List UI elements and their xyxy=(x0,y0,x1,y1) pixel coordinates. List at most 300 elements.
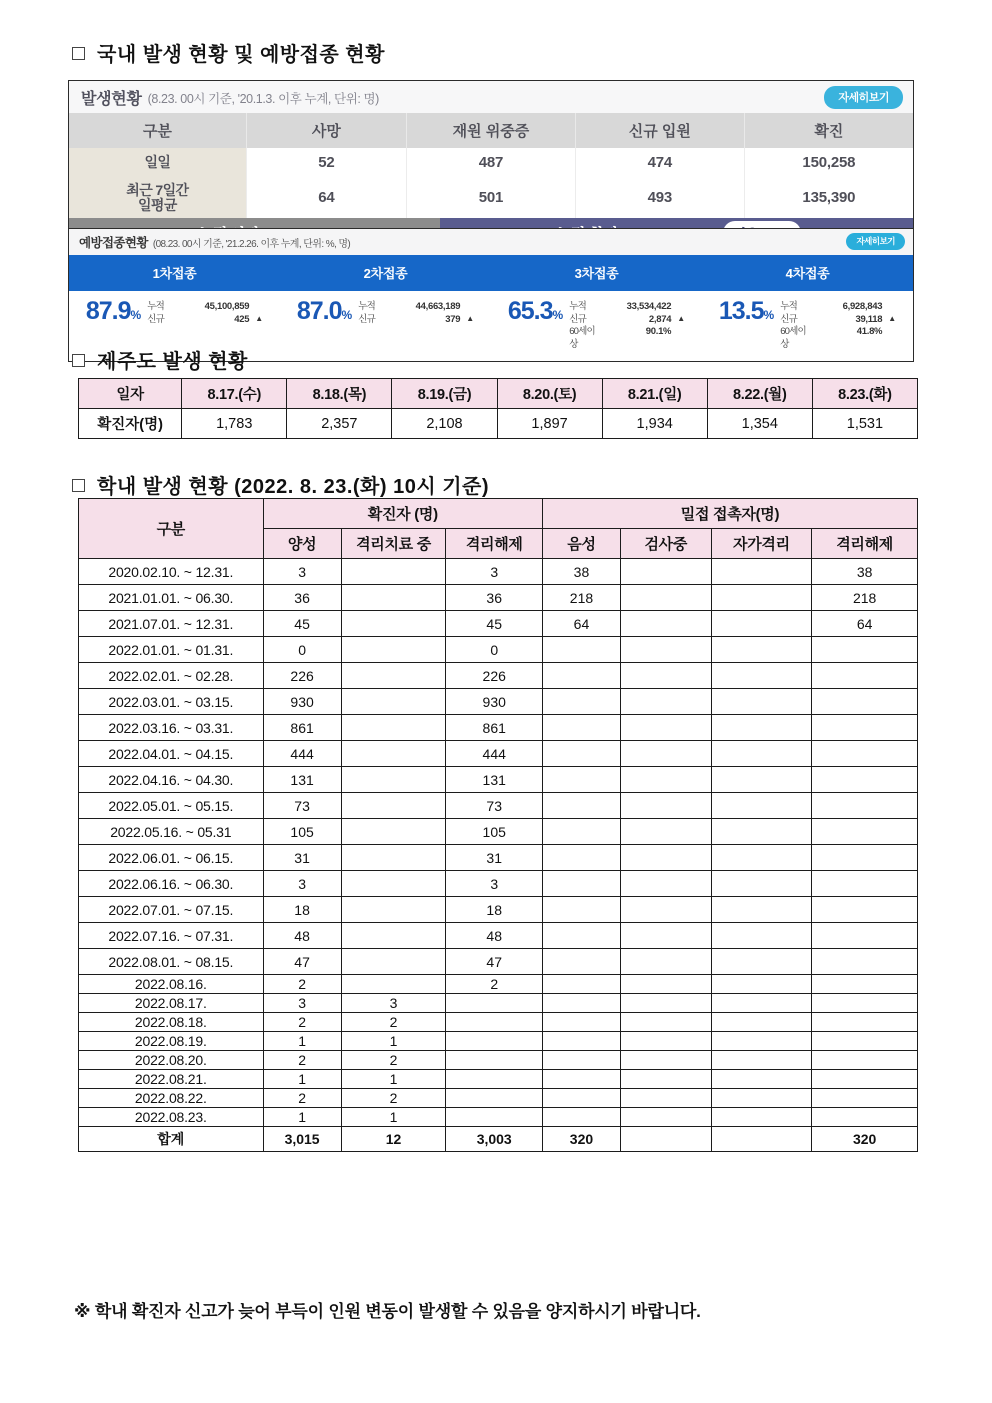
school-row-period: 2022.08.22. xyxy=(79,1089,264,1108)
school-cell-released-contact xyxy=(812,923,918,949)
school-cell-released-contact xyxy=(812,1108,918,1127)
dose-4-new-label: 신규 xyxy=(780,313,797,325)
school-row-period: 2022.07.16. ~ 07.31. xyxy=(79,923,264,949)
table-row xyxy=(79,949,918,975)
dose-4-percent-value: 13.5 xyxy=(718,297,764,325)
table-row xyxy=(79,845,918,871)
section-title-school: 학내 발생 현황 (2022. 8. 23.(화) 10시 기준) xyxy=(97,476,490,498)
school-cell-in-treatment: 3 xyxy=(341,994,446,1013)
school-cell-released-contact: 64 xyxy=(812,611,918,637)
table-row xyxy=(79,741,918,767)
school-cell-released-confirmed: 930 xyxy=(446,689,542,715)
checkbox-icon-jeju xyxy=(72,354,85,367)
vaccination-dose-4-label[interactable]: 4차접종 xyxy=(785,266,830,281)
school-cell-released-confirmed: 31 xyxy=(446,845,542,871)
school-cell-in-treatment xyxy=(341,559,446,585)
school-row-period: 2022.02.01. ~ 02.28. xyxy=(79,663,264,689)
school-cell-testing xyxy=(620,1089,711,1108)
school-cell-in-treatment xyxy=(341,923,446,949)
school-cell-self-quarantine xyxy=(711,819,812,845)
footnote: ※ 학내 확진자 신고가 늦어 부득이 인원 변동이 발생할 수 있음을 양지하시기 바랍니다. xyxy=(74,1302,701,1321)
school-cell-positive: 48 xyxy=(263,923,341,949)
school-cell-negative xyxy=(542,975,620,994)
school-cell-released-contact xyxy=(812,994,918,1013)
school-cell-testing xyxy=(620,845,711,871)
school-cell-released-contact: 38 xyxy=(812,559,918,585)
school-header-group-row xyxy=(79,499,918,529)
school-cell-positive: 36 xyxy=(263,585,341,611)
occurrence-daily-critical: 487 xyxy=(407,148,576,177)
school-cell-testing xyxy=(620,819,711,845)
dose-3-trend-icon: ▲ xyxy=(677,313,686,323)
school-total-positive: 3,015 xyxy=(263,1127,341,1152)
jeju-value-5: 1,354 xyxy=(707,409,812,439)
section-heading-school xyxy=(72,470,489,499)
school-cell-negative xyxy=(542,767,620,793)
school-cell-negative xyxy=(542,637,620,663)
school-cell-positive: 3 xyxy=(263,871,341,897)
vaccination-dose-tabs xyxy=(69,255,913,291)
vaccination-dose-2-stats xyxy=(280,299,491,352)
table-row xyxy=(79,819,918,845)
school-cell-released-confirmed: 2 xyxy=(446,975,542,994)
occurrence-more-button[interactable]: 자세히보기 xyxy=(824,86,903,109)
school-cell-positive: 131 xyxy=(263,767,341,793)
occurrence-table xyxy=(69,113,913,218)
school-table-body xyxy=(79,559,918,1127)
school-cell-self-quarantine xyxy=(711,897,812,923)
dose-4-cumulative-label: 누적 xyxy=(780,301,797,312)
occurrence-header-row xyxy=(69,113,913,148)
vaccination-dose-3-percent xyxy=(508,299,562,324)
dose-3-percent-unit: % xyxy=(552,308,563,322)
school-row-period: 2022.08.16. xyxy=(79,975,264,994)
school-cell-released-confirmed: 131 xyxy=(446,767,542,793)
school-col-category: 구분 xyxy=(79,499,264,559)
school-col-released-contact: 격리해제 xyxy=(812,529,918,559)
dose-4-over60-value: 41.8% xyxy=(856,326,883,338)
school-row-period: 2022.08.01. ~ 08.15. xyxy=(79,949,264,975)
school-cell-released-contact xyxy=(812,715,918,741)
school-cell-released-confirmed xyxy=(446,994,542,1013)
vaccination-more-button[interactable]: 자세히보기 xyxy=(846,233,905,250)
vaccination-dose-1-percent xyxy=(86,299,140,324)
school-cell-released-contact xyxy=(812,975,918,994)
occurrence-daily-death: 52 xyxy=(246,148,406,177)
school-cell-positive: 2 xyxy=(263,1051,341,1070)
school-row-period: 2022.05.16. ~ 05.31 xyxy=(79,819,264,845)
school-cell-in-treatment xyxy=(341,845,446,871)
school-cell-released-contact xyxy=(812,1070,918,1089)
school-cell-positive: 1 xyxy=(263,1070,341,1089)
table-row xyxy=(79,637,918,663)
school-cell-negative: 64 xyxy=(542,611,620,637)
school-cell-positive: 1 xyxy=(263,1032,341,1051)
jeju-value-4: 1,934 xyxy=(602,409,707,439)
school-cell-self-quarantine xyxy=(711,741,812,767)
school-cell-positive: 2 xyxy=(263,975,341,994)
school-cell-released-confirmed: 226 xyxy=(446,663,542,689)
school-total-testing xyxy=(620,1127,711,1152)
dose-4-new-value: 39,118 xyxy=(855,313,883,325)
school-cell-released-contact xyxy=(812,1032,918,1051)
occurrence-weekly-death: 64 xyxy=(246,177,406,218)
section-heading-domestic xyxy=(72,38,385,67)
school-cell-self-quarantine xyxy=(711,845,812,871)
school-cell-in-treatment xyxy=(341,897,446,923)
jeju-value-3: 1,897 xyxy=(497,409,602,439)
table-row xyxy=(79,1070,918,1089)
table-row xyxy=(79,871,918,897)
school-cell-testing xyxy=(620,559,711,585)
school-cell-negative xyxy=(542,1013,620,1032)
school-cell-negative xyxy=(542,994,620,1013)
dose-4-detail-rows xyxy=(780,299,896,352)
jeju-col-date-2: 8.19.(금) xyxy=(392,379,497,409)
school-cell-released-confirmed: 18 xyxy=(446,897,542,923)
dose-2-percent-value: 87.0 xyxy=(296,297,342,325)
school-cell-released-confirmed: 3 xyxy=(446,559,542,585)
school-cell-positive: 1 xyxy=(263,1108,341,1127)
occurrence-weekly-confirmed: 135,390 xyxy=(744,177,913,218)
school-status-table xyxy=(78,498,918,1152)
school-cell-negative xyxy=(542,741,620,767)
school-cell-released-confirmed: 0 xyxy=(446,637,542,663)
school-cell-in-treatment: 1 xyxy=(341,1108,446,1127)
weekly-avg-line1: 최근 7일간 xyxy=(126,182,189,198)
school-cell-self-quarantine xyxy=(711,1108,812,1127)
school-row-period: 2022.05.01. ~ 05.15. xyxy=(79,793,264,819)
school-cell-self-quarantine xyxy=(711,949,812,975)
school-col-negative: 음성 xyxy=(542,529,620,559)
table-row xyxy=(79,1108,918,1127)
table-row xyxy=(79,793,918,819)
school-cell-in-treatment xyxy=(341,715,446,741)
school-row-period: 2021.07.01. ~ 12.31. xyxy=(79,611,264,637)
occurrence-row-label-daily: 일일 xyxy=(69,148,246,177)
school-total-in-treatment: 12 xyxy=(341,1127,446,1152)
school-cell-released-contact xyxy=(812,741,918,767)
occurrence-title: 발생현황 xyxy=(81,91,142,108)
school-cell-negative xyxy=(542,923,620,949)
school-cell-released-contact xyxy=(812,897,918,923)
school-cell-testing xyxy=(620,923,711,949)
dose-3-new-label: 신규 xyxy=(569,313,586,325)
school-cell-released-confirmed: 45 xyxy=(446,611,542,637)
school-col-self-quarantine: 자가격리 xyxy=(711,529,812,559)
vaccination-dose-3-label[interactable]: 3차접종 xyxy=(574,266,619,281)
school-cell-released-confirmed: 861 xyxy=(446,715,542,741)
school-cell-released-confirmed xyxy=(446,1089,542,1108)
school-cell-released-confirmed: 3 xyxy=(446,871,542,897)
dose-2-percent-unit: % xyxy=(341,308,352,322)
school-cell-released-contact xyxy=(812,949,918,975)
table-row xyxy=(79,689,918,715)
occurrence-daily-confirmed: 150,258 xyxy=(744,148,913,177)
school-cell-negative xyxy=(542,663,620,689)
dose-2-cumulative-label: 누적 xyxy=(358,301,375,312)
table-row xyxy=(79,897,918,923)
school-cell-in-treatment: 2 xyxy=(341,1013,446,1032)
school-cell-negative xyxy=(542,1108,620,1127)
school-cell-released-contact xyxy=(812,637,918,663)
occurrence-weekly-critical: 501 xyxy=(407,177,576,218)
school-cell-released-contact xyxy=(812,689,918,715)
occurrence-row-label-weekly-avg xyxy=(69,177,246,218)
school-cell-released-confirmed: 73 xyxy=(446,793,542,819)
school-row-period: 2022.01.01. ~ 01.31. xyxy=(79,637,264,663)
school-cell-released-contact xyxy=(812,1089,918,1108)
table-row xyxy=(79,715,918,741)
school-cell-testing xyxy=(620,637,711,663)
vaccination-status-panel xyxy=(68,228,914,362)
jeju-col-date-1: 8.18.(목) xyxy=(287,379,392,409)
school-cell-positive: 18 xyxy=(263,897,341,923)
school-cell-negative xyxy=(542,1032,620,1051)
school-cell-negative xyxy=(542,949,620,975)
school-cell-self-quarantine xyxy=(711,715,812,741)
jeju-value-1: 2,357 xyxy=(287,409,392,439)
school-cell-positive: 930 xyxy=(263,689,341,715)
jeju-col-date-0: 8.17.(수) xyxy=(182,379,287,409)
school-cell-released-contact xyxy=(812,663,918,689)
occurrence-weekly-new-admission: 493 xyxy=(575,177,744,218)
school-cell-in-treatment xyxy=(341,663,446,689)
school-cell-testing xyxy=(620,689,711,715)
dose-1-new-label: 신규 xyxy=(147,313,164,325)
school-cell-in-treatment xyxy=(341,689,446,715)
school-cell-testing xyxy=(620,1051,711,1070)
school-cell-testing xyxy=(620,611,711,637)
school-cell-self-quarantine xyxy=(711,637,812,663)
school-total-row xyxy=(79,1127,918,1152)
dose-1-trend-icon: ▲ xyxy=(255,313,264,323)
dose-1-detail-rows xyxy=(147,299,263,326)
school-col-positive: 양성 xyxy=(263,529,341,559)
school-cell-positive: 861 xyxy=(263,715,341,741)
school-cell-self-quarantine xyxy=(711,585,812,611)
school-cell-in-treatment xyxy=(341,767,446,793)
school-cell-in-treatment: 2 xyxy=(341,1089,446,1108)
vaccination-dose-2-percent xyxy=(297,299,351,324)
jeju-value-2: 2,108 xyxy=(392,409,497,439)
table-row xyxy=(79,1032,918,1051)
dose-1-cumulative-value: 45,100,859 xyxy=(204,301,250,312)
dose-1-percent-unit: % xyxy=(130,308,141,322)
school-cell-testing xyxy=(620,897,711,923)
school-cell-in-treatment: 1 xyxy=(341,1070,446,1089)
school-row-period: 2022.08.21. xyxy=(79,1070,264,1089)
vaccination-dose-4-stats xyxy=(702,299,913,352)
school-cell-released-confirmed xyxy=(446,1108,542,1127)
school-group-contact: 밀접 접촉자(명) xyxy=(542,499,917,529)
jeju-col-date-3: 8.20.(토) xyxy=(497,379,602,409)
school-cell-released-confirmed: 36 xyxy=(446,585,542,611)
vaccination-dose-1-label[interactable]: 1차접종 xyxy=(152,266,197,281)
school-row-period: 2022.07.01. ~ 07.15. xyxy=(79,897,264,923)
school-cell-self-quarantine xyxy=(711,559,812,585)
school-row-period: 2022.04.01. ~ 04.15. xyxy=(79,741,264,767)
school-col-released-confirmed: 격리해제 xyxy=(446,529,542,559)
school-total-released-contact: 320 xyxy=(812,1127,918,1152)
occurrence-panel-header xyxy=(69,81,913,113)
school-cell-self-quarantine xyxy=(711,663,812,689)
school-cell-negative: 38 xyxy=(542,559,620,585)
school-cell-negative xyxy=(542,819,620,845)
table-row xyxy=(79,994,918,1013)
school-cell-in-treatment xyxy=(341,819,446,845)
dose-2-trend-icon: ▲ xyxy=(466,313,475,323)
dose-3-over60-label: 60세이상 xyxy=(569,326,595,350)
vaccination-dose-3-stats xyxy=(491,299,702,352)
school-cell-in-treatment xyxy=(341,871,446,897)
school-row-period: 2022.06.01. ~ 06.15. xyxy=(79,845,264,871)
school-cell-negative xyxy=(542,845,620,871)
dose-3-percent-value: 65.3 xyxy=(507,297,553,325)
occurrence-row-daily xyxy=(69,148,913,177)
school-row-period: 2022.04.16. ~ 04.30. xyxy=(79,767,264,793)
school-cell-self-quarantine xyxy=(711,1070,812,1089)
dose-2-new-value: 379 xyxy=(445,313,461,325)
school-cell-negative: 218 xyxy=(542,585,620,611)
school-cell-negative xyxy=(542,1051,620,1070)
section-heading-jeju xyxy=(72,345,248,374)
school-cell-released-confirmed: 105 xyxy=(446,819,542,845)
vaccination-dose-2-label[interactable]: 2차접종 xyxy=(363,266,408,281)
table-row xyxy=(79,975,918,994)
jeju-col-date-6: 8.23.(화) xyxy=(812,379,917,409)
school-cell-self-quarantine xyxy=(711,1013,812,1032)
school-cell-self-quarantine xyxy=(711,767,812,793)
jeju-value-6: 1,531 xyxy=(812,409,917,439)
school-cell-positive: 31 xyxy=(263,845,341,871)
table-row xyxy=(79,1051,918,1070)
checkbox-icon-school xyxy=(72,479,85,492)
school-cell-in-treatment xyxy=(341,793,446,819)
school-cell-testing xyxy=(620,994,711,1013)
school-row-period: 2021.01.01. ~ 06.30. xyxy=(79,585,264,611)
school-cell-self-quarantine xyxy=(711,689,812,715)
section-title-domestic: 국내 발생 현황 및 예방접종 현황 xyxy=(97,44,385,66)
school-row-period: 2022.08.18. xyxy=(79,1013,264,1032)
jeju-col-date-4: 8.21.(일) xyxy=(602,379,707,409)
school-cell-testing xyxy=(620,975,711,994)
school-cell-released-confirmed xyxy=(446,1032,542,1051)
jeju-col-date-label: 일자 xyxy=(79,379,182,409)
school-cell-negative xyxy=(542,897,620,923)
school-cell-testing xyxy=(620,767,711,793)
occurrence-col-category: 구분 xyxy=(69,113,246,148)
school-cell-released-confirmed: 47 xyxy=(446,949,542,975)
school-row-period: 2022.03.01. ~ 03.15. xyxy=(79,689,264,715)
school-cell-testing xyxy=(620,663,711,689)
school-cell-released-confirmed xyxy=(446,1051,542,1070)
dose-3-cumulative-label: 누적 xyxy=(569,301,586,312)
occurrence-col-critical: 재원 위중증 xyxy=(407,113,576,148)
school-cell-negative xyxy=(542,1089,620,1108)
school-cell-in-treatment xyxy=(341,949,446,975)
jeju-row-label: 확진자(명) xyxy=(79,409,182,439)
school-cell-released-contact xyxy=(812,793,918,819)
dose-2-detail-rows xyxy=(358,299,474,326)
school-cell-positive: 2 xyxy=(263,1013,341,1032)
school-cell-in-treatment xyxy=(341,585,446,611)
table-row xyxy=(79,559,918,585)
school-cell-released-contact xyxy=(812,1051,918,1070)
dose-1-percent-value: 87.9 xyxy=(85,297,131,325)
school-cell-in-treatment xyxy=(341,637,446,663)
jeju-status-table xyxy=(78,378,918,439)
dose-4-percent-unit: % xyxy=(763,308,774,322)
school-cell-positive: 45 xyxy=(263,611,341,637)
dose-4-trend-icon: ▲ xyxy=(888,313,897,323)
school-cell-negative xyxy=(542,689,620,715)
occurrence-status-panel xyxy=(68,80,914,249)
school-cell-self-quarantine xyxy=(711,1032,812,1051)
school-row-period: 2022.08.19. xyxy=(79,1032,264,1051)
school-cell-positive: 105 xyxy=(263,819,341,845)
school-row-period: 2022.06.16. ~ 06.30. xyxy=(79,871,264,897)
school-cell-testing xyxy=(620,585,711,611)
school-row-period: 2022.03.16. ~ 03.31. xyxy=(79,715,264,741)
occurrence-daily-new-admission: 474 xyxy=(575,148,744,177)
table-row xyxy=(79,663,918,689)
dose-2-cumulative-value: 44,663,189 xyxy=(415,301,461,312)
weekly-avg-line2: 일평균 xyxy=(137,196,177,213)
table-row xyxy=(79,923,918,949)
dose-3-over60-value: 90.1% xyxy=(645,326,672,338)
school-cell-in-treatment xyxy=(341,611,446,637)
school-cell-self-quarantine xyxy=(711,1089,812,1108)
school-cell-positive: 3 xyxy=(263,994,341,1013)
school-cell-negative xyxy=(542,871,620,897)
dose-4-over60-label: 60세이상 xyxy=(780,326,806,350)
school-cell-released-contact xyxy=(812,767,918,793)
school-cell-self-quarantine xyxy=(711,994,812,1013)
school-cell-released-contact: 218 xyxy=(812,585,918,611)
jeju-col-date-5: 8.22.(월) xyxy=(707,379,812,409)
school-cell-positive: 3 xyxy=(263,559,341,585)
school-cell-self-quarantine xyxy=(711,975,812,994)
school-cell-testing xyxy=(620,1013,711,1032)
table-row xyxy=(79,585,918,611)
school-row-period: 2022.08.23. xyxy=(79,1108,264,1127)
school-cell-self-quarantine xyxy=(711,793,812,819)
table-row xyxy=(79,1089,918,1108)
school-cell-positive: 0 xyxy=(263,637,341,663)
school-cell-testing xyxy=(620,741,711,767)
school-cell-positive: 47 xyxy=(263,949,341,975)
table-row xyxy=(79,611,918,637)
section-title-jeju: 제주도 발생 현황 xyxy=(97,351,248,373)
table-row xyxy=(79,767,918,793)
jeju-value-0: 1,783 xyxy=(182,409,287,439)
table-row xyxy=(79,1013,918,1032)
school-cell-released-confirmed xyxy=(446,1070,542,1089)
school-total-negative: 320 xyxy=(542,1127,620,1152)
school-cell-released-contact xyxy=(812,819,918,845)
dose-3-detail-rows xyxy=(569,299,685,352)
school-cell-testing xyxy=(620,1070,711,1089)
school-cell-testing xyxy=(620,715,711,741)
vaccination-subtitle: (08.23. 00시 기준, '21.2.26. 이후 누계, 단위: %, 명) xyxy=(152,238,351,250)
school-cell-in-treatment xyxy=(341,975,446,994)
occurrence-col-new-admission: 신규 입원 xyxy=(575,113,744,148)
school-cell-testing xyxy=(620,1032,711,1051)
school-cell-released-contact xyxy=(812,871,918,897)
school-group-confirmed: 확진자 (명) xyxy=(263,499,542,529)
school-total-self-quarantine xyxy=(711,1127,812,1152)
